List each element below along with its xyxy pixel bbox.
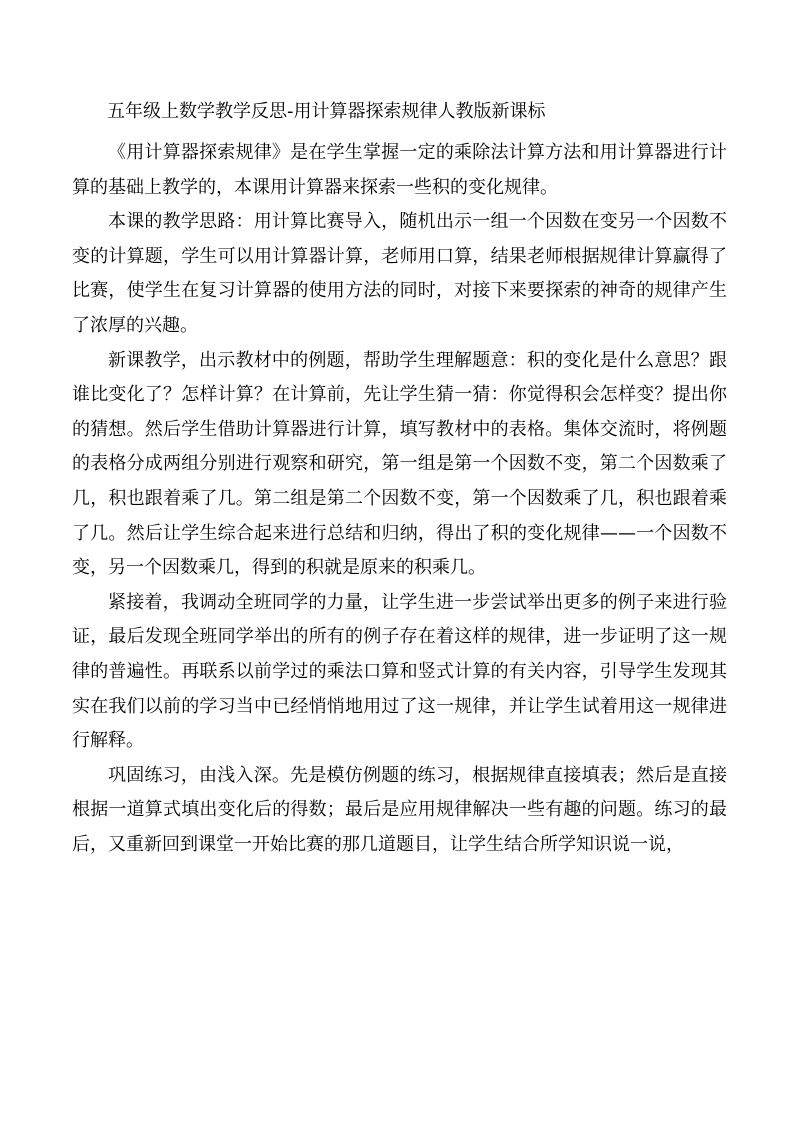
paragraph-practice: 巩固练习，由浅入深。先是模仿例题的练习，根据规律直接填表；然后是直接根据一道算式填出变化后的得数；最后是应用规律解决一些有趣的问题。练习的最后，又重新回到课堂一开始比赛的那几道题目，让学生结合所学知识说一说， [72,764,727,855]
document-title: 五年级上数学教学反思-用计算器探索规律人教版新课标 [107,101,546,122]
document-body [72,136,727,862]
paragraph-new-lesson: 新课教学，出示教材中的例题，帮助学生理解题意：积的变化是什么意思？跟谁比变化了？怎样计算？在计算前，先让学生猜一猜：你觉得积会怎样变？提出你的猜想。然后学生借助计算器进行计算，填写教材中的表格。集体交流时，将例题的表格分成两组分别进行观察和研究，第一组是第一个因数不变，第二个因数乘了几，积也跟着乘了几。第二组是第二个因数不变，第一个因数乘了几，积也跟着乘了几。然后让学生综合起来进行总结和归纳，得出了积的变化规律——一个因数不变，另一个因数乘几，得到的积就是原来的积乘几。 [72,349,727,579]
paragraph-verification: 紧接着，我调动全班同学的力量，让学生进一步尝试举出更多的例子来进行验证，最后发现全班同学举出的所有的例子存在着这样的规律，进一步证明了这一规律的普遍性。再联系以前学过的乘法口算和竖式计算的有关内容，引导学生发现其实在我们以前的学习当中已经悄悄地用过了这一规律，并让学生试着用这一规律进行解释。 [72,591,727,752]
paragraph-intro: 《用计算器探索规律》是在学生掌握一定的乘除法计算方法和用计算器进行计算的基础上教学的，本课用计算器来探索一些积的变化规律。 [72,142,727,198]
paragraph-teaching-approach: 本课的教学思路：用计算比赛导入，随机出示一组一个因数在变另一个因数不变的计算题，学生可以用计算器计算，老师用口算，结果老师根据规律计算赢得了比赛，使学生在复习计算器的使用方法的同时，对接下来要探索的神奇的规律产生了浓厚的兴趣。 [72,211,727,336]
